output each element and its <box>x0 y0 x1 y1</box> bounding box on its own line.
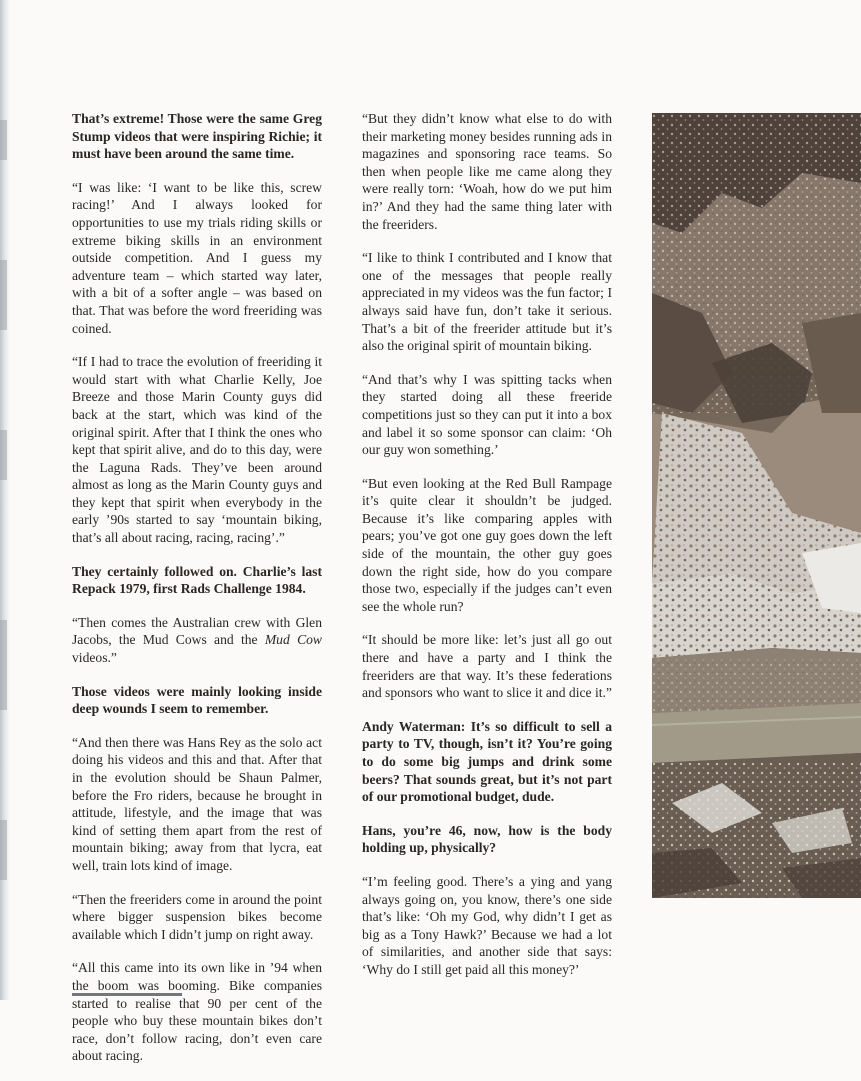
mountain-photo-art <box>652 113 861 898</box>
scanned-page-edge <box>0 0 10 1000</box>
mountain-photo <box>652 113 861 898</box>
edge-mark <box>0 820 7 880</box>
interview-question: They certainly followed on. Charlie’s last Repack 1979, first Rads Challenge 1984. <box>72 563 322 597</box>
right-text-column <box>362 106 612 995</box>
video-title: Mud Cow <box>264 632 322 648</box>
answer-text: videos.” <box>72 650 117 666</box>
interview-answer: “I like to think I contributed and I know that one of the messages that people really appreciated in my videos was the fun factor; I always said have fun, don’t take it serious. That’s a bit of the freerider attitude but it’s also the original spirit of mountain biking. <box>362 250 612 354</box>
answer-text: “Then comes the Australian crew with Glen Jacobs, the Mud Cows and the <box>72 614 322 648</box>
interview-answer: “But even looking at the Red Bull Rampage it’s quite clear it shouldn’t be judged. Because it’s like comparing apples with pears; you’ve got one guy goes down the left side of the mountain, the other guy goes down the right side, how do you compare those two, especially if the judges can’t even see the whole run? <box>362 475 612 614</box>
interview-answer <box>72 614 322 667</box>
interview-answer: “Then the freeriders come in around the point where bigger suspension bikes become available which I didn’t jump on right away. <box>72 891 322 942</box>
interview-answer: “If I had to trace the evolution of freeriding it would start with what Charlie Kelly, Joe Breeze and those Marin County guys did back at the start, which was kind of the original spirit. After that I think the ones who kept that spirit alive, and do to this day, were the Laguna Rads. They’ve been around almost as long as the Marin County guys and they kept that spirit when everybody in the early ’90s started to say ‘mountain biking, that’s all about racing, racing, racing’.” <box>72 354 322 546</box>
edge-mark <box>0 430 7 480</box>
page-bottom-mark <box>72 993 182 996</box>
interview-question: Those videos were mainly looking inside deep wounds I seem to remember. <box>72 683 322 717</box>
interview-answer: “And that’s why I was spitting tacks when they started doing all these freeride competitions just so they can put it into a box and label it so some sponsor can claim: ‘Oh our guy won something.’ <box>362 371 612 458</box>
interview-answer: “I was like: ‘I want to be like this, screw racing!’ And I always looked for opportunities to use my trials riding skills or extreme biking skills in an environment outside competition. And I guess my adventure team – which started way later, with a bit of a softer angle – was based on that. That was before the word freeriding was coined. <box>72 179 322 336</box>
interview-question: That’s extreme! Those were the same Greg Stump videos that were inspiring Richie; it must have been around the same time. <box>72 111 322 162</box>
interview-answer: “And then there was Hans Rey as the solo act doing his videos and this and that. After that in the evolution should be Shaun Palmer, before the Fro riders, because he brought in attitude, lifestyle, and the image that was kind of setting them apart from the rest of mountain biking; away from that lycra, eat well, train lots kind of image. <box>72 734 322 873</box>
interview-question: Andy Waterman: It’s so difficult to sell a party to TV, though, isn’t it? You’re going to do some big jumps and drink some beers? That sounds great, but it’s not part of our promotional budget, dude. <box>362 718 612 805</box>
interview-answer: “It should be more like: let’s just all go out there and have a party and I think the freeriders are that way. It’s these federations and sponsors who want to slice it and dice it.” <box>362 632 612 701</box>
interview-answer: “All this came into its own like in ’94 when the boom was booming. Bike companies started to realise that 90 per cent of the people who buy these mountain bikes don’t race, don’t follow racing, don’t even care about racing. <box>72 960 322 1064</box>
interview-answer: “But they didn’t know what else to do with their marketing money besides running ads in magazines and sponsoring race teams. So then when people like me came along they were really torn: ‘Woah, how do we put him in?’ And they had the same thing later with the freeriders. <box>362 111 612 232</box>
edge-mark <box>0 120 7 160</box>
edge-mark <box>0 260 7 330</box>
left-text-column <box>72 106 322 1081</box>
edge-mark <box>0 620 7 710</box>
interview-question: Hans, you’re 46, now, how is the body holding up, physically? <box>362 822 612 856</box>
interview-answer: “I’m feeling good. There’s a ying and yang always going on, you know, there’s one side that’s like: ‘Oh my God, why didn’t I get as big as a Tony Hawk?’ Because we had a lot of similarities, and another side that says: ‘Why do I still get paid all this money?’ <box>362 873 612 977</box>
